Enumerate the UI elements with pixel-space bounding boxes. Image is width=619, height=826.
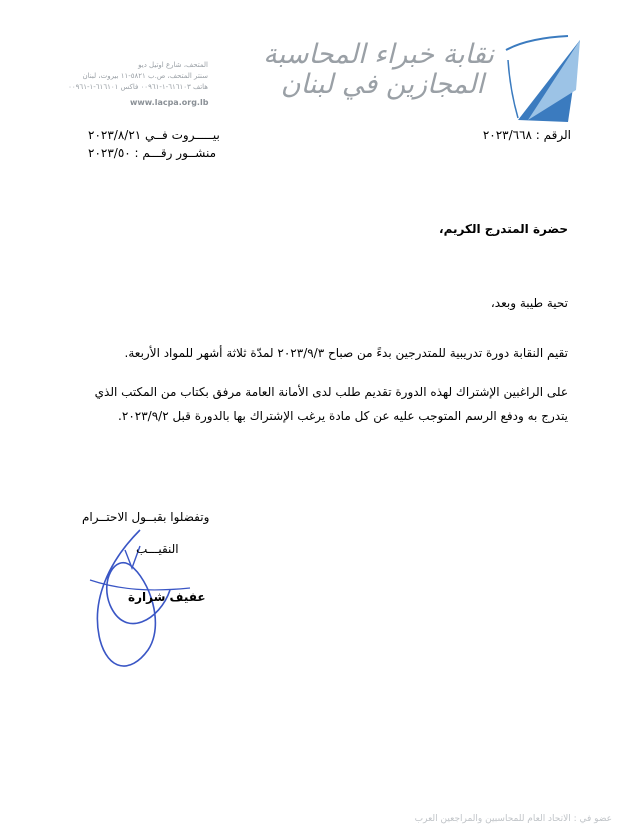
website-link[interactable]: www.lacpa.org.lb bbox=[130, 98, 209, 107]
closing-phrase: وتفضلوا بقبــول الاحتــرام bbox=[82, 510, 210, 524]
lacpa-logo bbox=[498, 30, 593, 125]
address-block bbox=[48, 60, 208, 93]
reference-number: الرقم : ٢٠٢٣/٦٦٨ bbox=[482, 128, 571, 142]
address-line: المتحف، شارع اوتيل ديو bbox=[138, 61, 208, 69]
org-name-line2: المجازين في لبنان bbox=[280, 69, 484, 100]
circular-number: منشــور رقـــم : ٢٠٢٣/٥٠ bbox=[88, 146, 217, 160]
organization-name bbox=[263, 40, 494, 100]
footer-membership: عضو في : الاتحاد العام للمحاسبين والمراجعين العرب bbox=[414, 814, 612, 824]
paragraph-registration: على الراغبين الإشتراك لهذه الدورة تقديم طلب لدى الأمانة العامة مرفق بكتاب من المكتب الذي يتدرج به ودفع الرسم المتوجب عليه عن كل مادة يرغب الإشتراك بها بالدورة قبل ٢٠٢٣/٩/٢. bbox=[94, 385, 568, 423]
letter-date: بيـــــروت فــي ٢٠٢٣/٨/٢١ bbox=[88, 128, 220, 142]
signer-title: النقيـــب bbox=[136, 542, 179, 556]
signer-name: عفيف شرارة bbox=[128, 590, 206, 604]
greeting: تحية طيبة وبعد، bbox=[490, 296, 568, 310]
salutation: حضرة المتدرج الكريم، bbox=[439, 222, 568, 236]
address-line: هاتف ٦١٦١٠٣-١-٠٠٩٦١ فاكس ٦١٦١٠١-١-٠٠٩٦١ bbox=[68, 83, 208, 91]
paragraph-course-announcement: تقيم النقابة دورة تدريبية للمتدرجين بدءً من صباح ٢٠٢٣/٩/٣ لمدّة ثلاثة أشهر للمواد الأربعة. bbox=[124, 346, 568, 360]
address-line: سنتر المتحف، ص.ب ٥٨٢١-١١ بيروت، لبنان bbox=[82, 72, 208, 80]
org-name-line1: نقابة خبراء المحاسبة bbox=[263, 39, 494, 70]
